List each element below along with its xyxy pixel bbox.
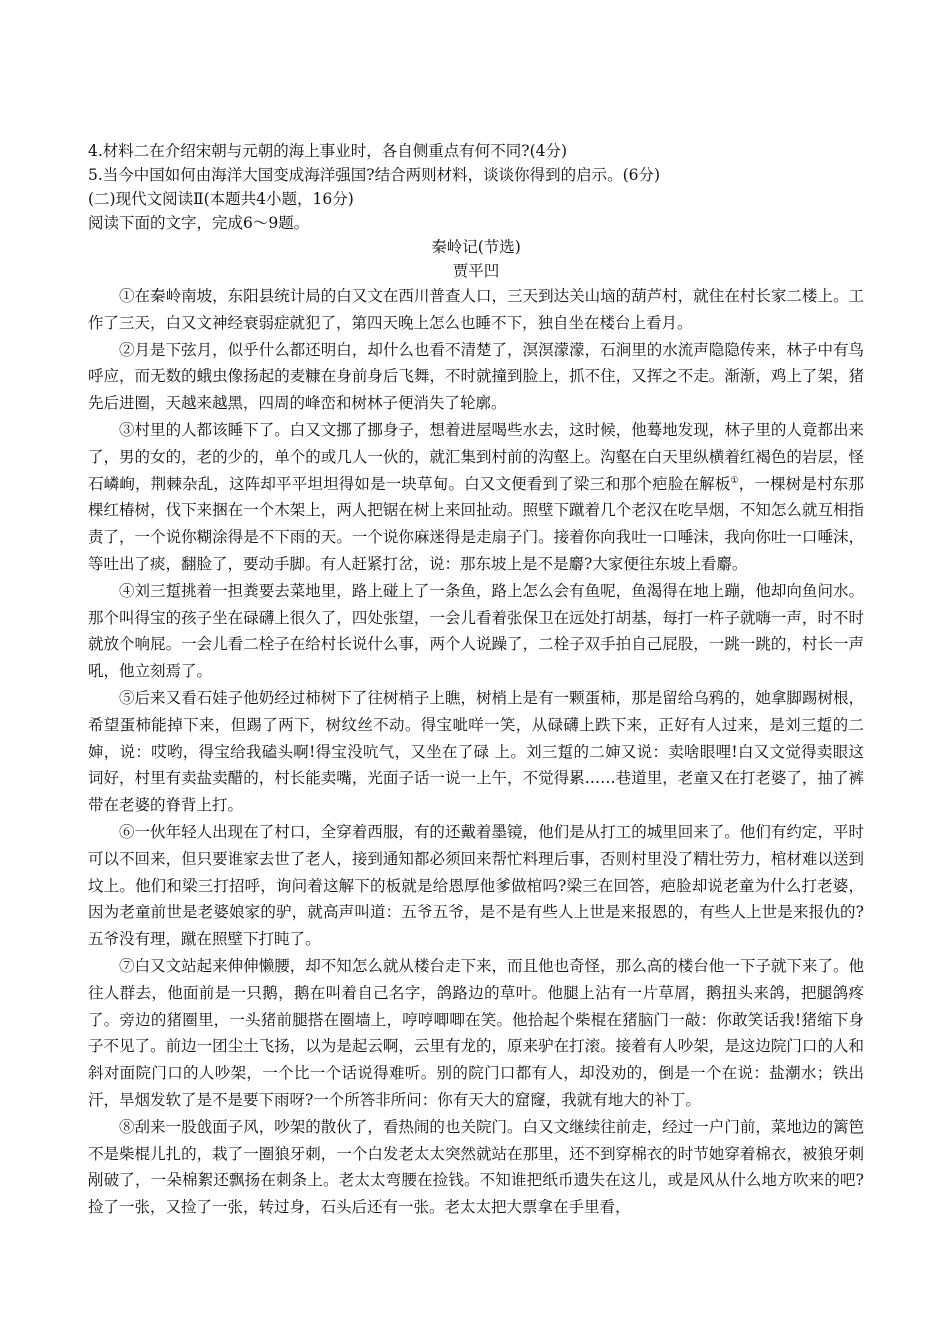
paragraph-2: ②月是下弦月，似乎什么都还明白，却什么也看不清楚了，溟溟濛濛，石涧里的水流声隐隐传来，林子中有鸟呼应，而无数的蛾虫像扬起的麦糠在身前身后飞舞，不时就撞到脸上，抓不住，又挥之不走。渐渐，鸡上了架，猪先后进圈，天越来越黑，四周的峰峦和树林子便消失了轮廓。: [88, 340, 864, 413]
question-5: 5.当今中国如何由海洋大国变成海洋强国?结合两则材料，谈谈你得到的启示。(6分): [88, 166, 661, 184]
footnote-marker: ①: [730, 475, 739, 486]
paragraph-3-part-2: ，一棵树是村东那棵红椿树，伐下来捆在一个木架上，两人把锯在树上来回扯动。照壁下蹴着几个老汉在吃旱烟，不知怎么就互相指责了，一个说你糊涂得是不下雨的天。一个说你麻迷得是走扇子门。接着你向我吐一口唾沫，我向你吐一口唾沫，等吐出了痰，翻脸了，要动手脚。有人赶紧打岔，说：那东坡上是不是麝?大家便往东坡上看麝。: [88, 474, 864, 573]
paragraph-7: ⑦白又文站起来伸伸懒腰，却不知怎么就从楼台走下来，而且他也奇怪，那么高的楼台他一下子就下来了。他往人群去，他面前是一只鹅，鹅在叫着自己名字，鸽路边的草叶。他腿上沾有一片草屑，鹅扭头来鸽，把腿鸽疼了。旁边的猪圈里，一头猪前腿搭在圈墙上，哼哼唧唧在笑。他拾起个柴棍在猪脑门一敲：你敢笑话我!猪缩下身子不见了。前边一团尘土飞扬，以为是起云啊，云里有龙的，原来驴在打滚。接着有人吵架，是这边院门口的人和斜对面院门口的人吵架，一个比一个话说得难听。别的院门口都有人，却没劝的，倒是一个在说：盐潮水；铁出汗，旱烟发软了是不是要下雨呀?一个所答非所问：你有天大的窟窿，我就有地大的补丁。: [88, 956, 864, 1109]
question-4: 4.材料二在介绍宋朝与元朝的海上事业时，各自侧重点有何不同?(4分): [88, 142, 568, 160]
paragraph-6: ⑥一伙年轻人出现在了村口，全穿着西服，有的还戴着墨镜，他们是从打工的城里回来了。他们有约定，平时可以不回来，但只要谁家去世了老人，接到通知都必须回来帮忙料理后事，否则村里没了精壮劳力，棺材难以送到坟上。他们和梁三打招呼，询问着这解下的板就是给恩厚他爹做棺吗?梁三在回答，疤脸却说老童为什么打老婆，因为老童前世是老婆娘家的驴，就高声叫道：五爷五爷，是不是有些人上世是来报恩的，有些人上世是来报仇的?五爷没有理，蹴在照壁下打盹了。: [88, 822, 864, 949]
paragraph-5: ⑤后来又看石娃子他奶经过柿树下了往树梢子上瞧，树梢上是有一颗蛋柿，那是留给乌鸦的，她拿脚踢树根，希望蛋柿能掉下来，但踢了两下，树纹丝不动。得宝呲咩一笑，从碌礴上跌下来，正好有人过来，是刘三踅的二婶，说：哎哟，得宝给我磕头啊!得宝没吭气，又坐在了碌 上。刘三踅的二婶又说：卖啥眼哩!白又文觉得卖眼这词好，村里有卖盐卖醋的，村长能卖嘴，光面子话一说一上午，不觉得累……巷道里，老童又在打老婆了，抽了裤带在老婆的脊背上打。: [88, 688, 864, 815]
article-title: 秦岭记(节选): [431, 238, 521, 256]
document-page: [88, 139, 864, 1221]
section-heading: (二)现代文阅读Ⅱ(本题共4小题，16分): [88, 190, 354, 208]
reading-instruction: 阅读下面的文字，完成6～9题。: [88, 214, 310, 232]
paragraph-3-part-1: ③村里的人都该睡下了。白又文挪了挪身子，想着进屋喝些水去，这时候，他蓦地发现，林子里的人竟都出来了，男的女的，老的少的，单个的或几人一伙的，就汇集到村前的沟壑上。沟壑在白天里纵横着红褐色的岩层，怪石嶙峋，荆棘杂乱，这阵却平平坦坦得如是一块草甸。白又文便看到了梁三和那个疤脸在解板: [88, 420, 864, 493]
paragraph-3: [88, 417, 864, 578]
article-author: 贾平凹: [452, 262, 500, 280]
paragraph-1: ①在秦岭南坡，东阳县统计局的白又文在西川普查人口，三天到达关山垴的葫芦村，就住在村长家二楼上。工作了三天，白又文神经衰弱症就犯了，第四天晚上怎么也睡不下，独自坐在楼台上看月。: [88, 287, 864, 332]
paragraph-4: ④刘三踅挑着一担粪要去菜地里，路上碰上了一条鱼，路上怎么会有鱼呢，鱼渴得在地上蹦，他却向鱼问水。那个叫得宝的孩子坐在碌礴上很久了，四处张望，一会儿看着张保卫在远处打胡基，每打一杵子就嗨一声，时不时就放个响屁。一会儿看二栓子在给村长说什么事，两个人说躁了，二栓子双手拍自己屁股，一跳一跳的，村长一声吼，他立刻焉了。: [88, 581, 864, 681]
paragraph-8: ⑧刮来一股戗面子风，吵架的散伙了，看热闹的也关院门。白又文继续往前走，经过一户门前，菜地边的篱笆不是柴棍儿扎的，栽了一圈狼牙刺，一个白发老太太突然就站在那里，还不到穿棉衣的时节她穿着棉衣，被狼牙刺剐破了，一朵棉絮还飘扬在刺条上。老太太弯腰在捡钱。不知谁把纸币遗失在这儿，或是风从什么地方吹来的吧?捡了一张，又捡了一张，转过身，石头后还有一张。老太太把大票拿在手里看，: [88, 1117, 864, 1217]
